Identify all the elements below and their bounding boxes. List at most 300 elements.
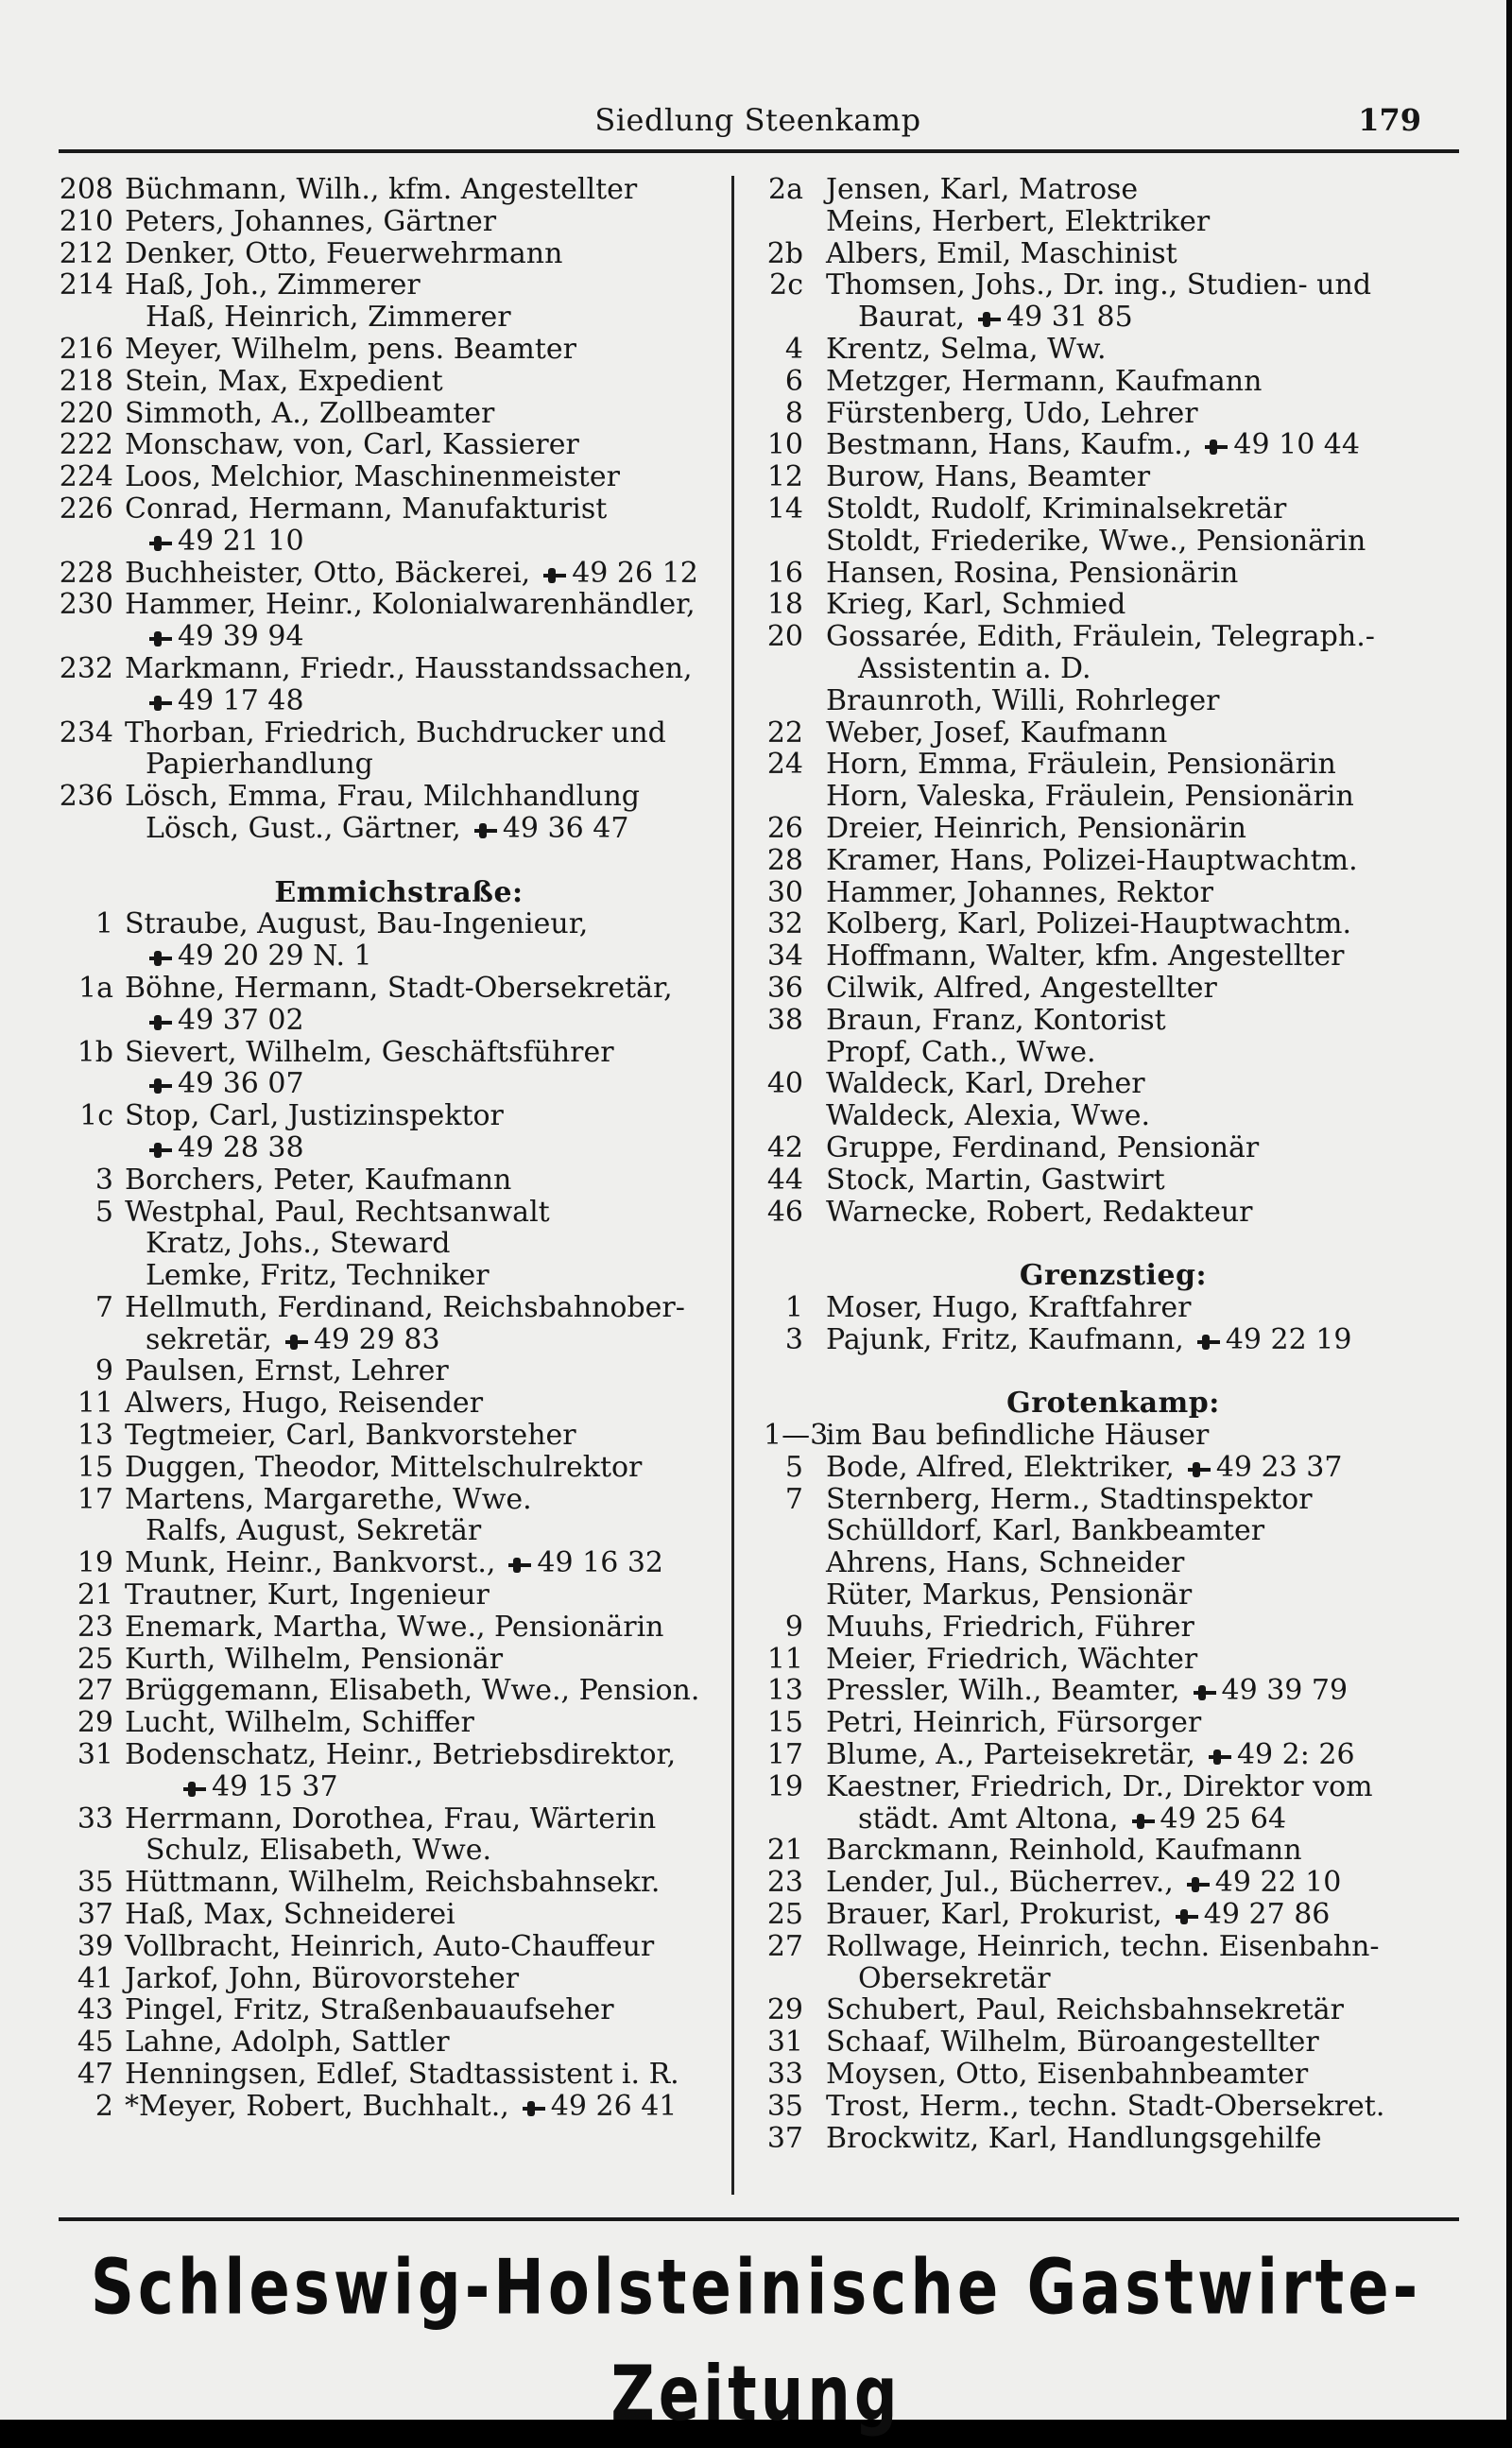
resident-entry [826, 526, 1366, 558]
resident-entry [125, 1612, 663, 1644]
directory-entry [59, 1260, 739, 1292]
resident-entry [826, 2123, 1322, 2155]
directory-entry [59, 685, 739, 717]
resident-text: Hansen, Rosina, Pensionärin [826, 556, 1239, 590]
resident-entry [826, 621, 1375, 653]
resident-text: Obersekretär [858, 1961, 1051, 1995]
resident-text: Trautner, Kurt, Ingenieur [125, 1578, 490, 1612]
house-number: 12 [766, 460, 803, 494]
telephone-icon [978, 315, 1001, 324]
directory-entry [59, 1484, 739, 1516]
telephone-icon [149, 954, 172, 963]
directory-entry [59, 813, 739, 845]
phone-number: 49 28 38 [178, 1130, 304, 1164]
directory-entry [764, 940, 1463, 973]
house-number: 216 [59, 332, 113, 366]
resident-entry [125, 1963, 519, 1995]
resident-entry [826, 1707, 1201, 1739]
house-number: 35 [77, 1866, 113, 1900]
resident-text: Thorban, Friedrich, Buchdrucker und [125, 715, 666, 750]
resident-text: Pajunk, Fritz, Kaufmann, [826, 1322, 1184, 1356]
resident-text: Schubert, Paul, Reichsbahnsekretär [826, 1993, 1345, 2027]
resident-entry [125, 1388, 483, 1420]
resident-text: Lösch, Gust., Gärtner, [146, 811, 461, 845]
resident-entry [826, 1994, 1344, 2026]
resident-entry [826, 1644, 1197, 1676]
house-number: 23 [766, 1866, 803, 1900]
house-number: 228 [59, 556, 113, 590]
directory-entry [764, 1452, 1463, 1484]
resident-entry [826, 1324, 1351, 1356]
directory-entry [764, 1931, 1463, 1963]
directory-entry [59, 1452, 739, 1484]
resident-text: Markmann, Friedr., Hausstandssachen, [125, 651, 693, 685]
resident-entry [146, 685, 304, 717]
directory-entry [764, 908, 1463, 940]
phone-number: 49 16 32 [537, 1546, 663, 1580]
resident-text: Warnecke, Robert, Redakteur [826, 1195, 1253, 1229]
resident-entry [826, 813, 1246, 845]
resident-entry [826, 940, 1345, 973]
resident-entry [826, 366, 1262, 398]
resident-entry [826, 749, 1336, 781]
directory-entry [59, 1420, 739, 1452]
resident-text: Stoldt, Rudolf, Kriminalsekretär [826, 491, 1287, 526]
resident-text: Stein, Max, Expedient [125, 364, 443, 398]
directory-entry [764, 1994, 1463, 2026]
resident-text: Simmoth, A., Zollbeamter [125, 396, 495, 430]
house-number: 24 [766, 748, 803, 782]
house-number: 232 [59, 651, 113, 685]
resident-text: Büchmann, Wilh., kfm. Angestellter [125, 173, 638, 206]
resident-text: Moysen, Otto, Eisenbahnbeamter [826, 2058, 1309, 2092]
resident-text: Jarkof, John, Bürovorsteher [125, 1961, 520, 1995]
resident-entry [826, 1452, 1342, 1484]
house-number: 47 [77, 2058, 113, 2092]
header-rule [59, 149, 1459, 153]
page-number: 179 [1358, 102, 1421, 138]
phone-number: 49 36 47 [502, 811, 629, 845]
resident-entry [125, 2091, 677, 2123]
house-number: 11 [766, 1642, 803, 1676]
telephone-icon [149, 1018, 172, 1027]
resident-text: Gossarée, Edith, Fräulein, Telegraph.- [826, 620, 1375, 654]
phone-number: 49 27 86 [1203, 1898, 1331, 1932]
directory-entry [764, 429, 1463, 461]
resident-entry [146, 813, 628, 845]
resident-entry [826, 973, 1217, 1005]
directory-entry [764, 1867, 1463, 1899]
resident-text: *Meyer, Robert, Buchhalt., [125, 2089, 509, 2123]
resident-text: Assistentin a. D. [858, 651, 1091, 685]
resident-entry [826, 429, 1360, 461]
directory-entry [764, 621, 1463, 653]
house-number: 11 [77, 1387, 113, 1421]
resident-entry [125, 589, 696, 621]
directory-entry [59, 717, 739, 750]
resident-entry [146, 1515, 481, 1547]
telephone-icon [149, 1081, 172, 1091]
resident-text: Hüttmann, Wilhelm, Reichsbahnsekr. [125, 1866, 661, 1900]
resident-text: städt. Amt Altona, [858, 1802, 1119, 1836]
house-number: 39 [77, 1929, 113, 1963]
house-number: 43 [77, 1993, 113, 2027]
resident-text: Lahne, Adolph, Sattler [125, 2026, 450, 2060]
house-number: 19 [77, 1546, 113, 1580]
resident-text: Kaestner, Friedrich, Dr., Direktor vom [826, 1769, 1373, 1803]
directory-entry [764, 2123, 1463, 2155]
house-number: 3 [784, 1322, 803, 1356]
resident-entry [125, 1803, 656, 1836]
resident-entry [826, 493, 1286, 526]
resident-entry [125, 334, 576, 366]
directory-entry [764, 589, 1463, 621]
resident-entry [826, 1292, 1191, 1324]
telephone-icon [1187, 1880, 1210, 1889]
directory-entry [764, 2026, 1463, 2059]
resident-entry [826, 1867, 1341, 1899]
resident-text: Cilwik, Alfred, Angestellter [826, 971, 1217, 1005]
directory-entry [59, 1037, 739, 1069]
telephone-icon [183, 1784, 206, 1794]
directory-entry [764, 685, 1463, 717]
directory-entry [59, 398, 739, 430]
resident-text: Krieg, Karl, Schmied [826, 588, 1126, 622]
resident-text: Pressler, Wilh., Beamter, [826, 1674, 1180, 1708]
house-number: 18 [766, 588, 803, 622]
resident-text: Tegtmeier, Carl, Bankvorsteher [125, 1419, 576, 1453]
directory-entry [59, 781, 739, 813]
resident-entry [826, 206, 1210, 238]
resident-text: Bode, Alfred, Elektriker, [826, 1450, 1175, 1484]
telephone-icon [1205, 442, 1228, 452]
resident-text: Stop, Carl, Justizinspektor [125, 1099, 504, 1133]
house-number: 14 [766, 491, 803, 526]
street-heading: Emmichstraße: [274, 875, 524, 909]
resident-entry [146, 1835, 491, 1867]
house-number: 44 [766, 1163, 803, 1197]
directory-entry [764, 1675, 1463, 1707]
resident-entry [125, 1931, 654, 1963]
resident-text: Enemark, Martha, Wwe., Pensionärin [125, 1610, 664, 1644]
house-number: 13 [766, 1674, 803, 1708]
resident-entry [125, 1420, 576, 1452]
house-number: 17 [77, 1482, 113, 1516]
directory-entry [59, 1197, 739, 1229]
directory-entry [764, 493, 1463, 526]
phone-number: 49 22 10 [1214, 1866, 1342, 1900]
house-number: 224 [59, 460, 113, 494]
column-divider [731, 176, 734, 2195]
telephone-icon [1209, 1752, 1231, 1762]
resident-text: Hammer, Heinr., Kolonialwarenhändler, [125, 588, 696, 622]
resident-entry [125, 461, 620, 493]
house-number: 222 [59, 428, 113, 462]
directory-entry [59, 366, 739, 398]
resident-text: Horn, Valeska, Fräulein, Pensionärin [826, 780, 1354, 814]
house-number: 37 [77, 1898, 113, 1932]
house-number: 7 [94, 1290, 113, 1324]
resident-text: Ahrens, Hans, Schneider [826, 1546, 1185, 1580]
resident-entry [125, 1355, 449, 1388]
house-number: 31 [766, 2026, 803, 2060]
resident-text: sekretär, [146, 1322, 272, 1356]
street-heading: Grenzstieg: [1019, 1259, 1208, 1293]
resident-entry [125, 1037, 614, 1069]
phone-number: 49 22 19 [1225, 1322, 1352, 1356]
phone-number: 49 25 64 [1160, 1802, 1287, 1836]
house-number: 22 [766, 715, 803, 750]
phone-number: 49 21 10 [178, 524, 304, 558]
resident-entry [826, 558, 1238, 590]
resident-text: Lemke, Fritz, Techniker [146, 1259, 490, 1293]
advertisement-banner: Schleswig-Holsteinische Gastwirte-Zeitung [90, 2244, 1422, 2439]
directory-entry [59, 1739, 739, 1771]
right-column [764, 174, 1463, 2154]
directory-entry [764, 717, 1463, 750]
directory-entry [764, 1644, 1463, 1676]
blank-line [764, 1355, 1463, 1388]
resident-text: Westphal, Paul, Rechtsanwalt [125, 1195, 550, 1229]
directory-entry [764, 1420, 1463, 1452]
resident-entry [826, 2059, 1308, 2091]
resident-text: Alwers, Hugo, Reisender [125, 1387, 484, 1421]
telephone-icon [285, 1337, 308, 1347]
resident-text: Munk, Heinr., Bankvorst., [125, 1546, 496, 1580]
directory-entry [764, 1579, 1463, 1612]
house-number: 25 [766, 1898, 803, 1932]
directory-entry [59, 1994, 739, 2026]
house-number: 45 [77, 2026, 113, 2060]
directory-entry [59, 206, 739, 238]
house-number: 42 [766, 1130, 803, 1164]
resident-entry [826, 174, 1138, 206]
phone-number: 49 26 41 [550, 2089, 678, 2123]
directory-entry [59, 1612, 739, 1644]
resident-text: Stoldt, Friederike, Wwe., Pensionärin [826, 524, 1366, 558]
resident-entry [826, 1037, 1096, 1069]
resident-text: Hoffmann, Walter, kfm. Angestellter [826, 940, 1345, 974]
directory-entry [764, 1771, 1463, 1803]
directory-entry [59, 1547, 739, 1579]
house-number: 30 [766, 875, 803, 909]
resident-text: Kurth, Wilhelm, Pensionär [125, 1642, 504, 1676]
resident-entry [125, 1292, 685, 1324]
resident-entry [146, 749, 373, 781]
directory-entry [764, 813, 1463, 845]
resident-entry [826, 1515, 1264, 1547]
resident-text: Monschaw, von, Carl, Kassierer [125, 428, 579, 462]
resident-text: Petri, Heinrich, Fürsorger [826, 1706, 1202, 1740]
house-number: 37 [766, 2121, 803, 2155]
directory-entry [59, 1388, 739, 1420]
resident-text: Bodenschatz, Heinr., Betriebsdirektor, [125, 1738, 677, 1772]
resident-text: im Bau befindliche Häuser [826, 1419, 1210, 1453]
directory-entry [764, 845, 1463, 877]
resident-entry [858, 1803, 1286, 1836]
directory-entry [59, 621, 739, 653]
resident-entry [125, 1164, 511, 1197]
directory-entry [59, 1931, 739, 1963]
resident-entry [826, 1612, 1194, 1644]
resident-entry [858, 1963, 1051, 1995]
resident-entry [826, 1771, 1373, 1803]
resident-text: Gruppe, Ferdinand, Pensionär [826, 1130, 1260, 1164]
resident-text: Papierhandlung [146, 748, 373, 782]
resident-text: Rüter, Markus, Pensionär [826, 1578, 1193, 1612]
resident-entry [826, 1739, 1355, 1771]
directory-entry [59, 2026, 739, 2059]
resident-text: Jensen, Karl, Matrose [826, 173, 1139, 206]
directory-entry [764, 366, 1463, 398]
house-number: 23 [77, 1610, 113, 1644]
house-number: 1b [77, 1035, 113, 1069]
resident-text: Meier, Friedrich, Wächter [826, 1642, 1198, 1676]
phone-number: 49 2: 26 [1236, 1738, 1355, 1772]
resident-text: Haß, Max, Schneiderei [125, 1898, 455, 1932]
house-number: 36 [766, 971, 803, 1005]
phone-number: 49 17 48 [178, 683, 304, 717]
resident-entry [146, 1324, 440, 1356]
directory-entry [59, 1355, 739, 1388]
house-number: 208 [59, 173, 113, 206]
house-number: 25 [77, 1642, 113, 1676]
resident-text: Loos, Melchior, Maschinenmeister [125, 460, 620, 494]
resident-entry [826, 1100, 1150, 1132]
resident-entry [125, 206, 496, 238]
telephone-icon [1197, 1337, 1220, 1347]
telephone-icon [149, 539, 172, 548]
telephone-icon [523, 2104, 545, 2113]
directory-entry [59, 1132, 739, 1164]
resident-text: Sternberg, Herm., Stadtinspektor [826, 1482, 1313, 1516]
directory-entry [764, 1037, 1463, 1069]
directory-entry [59, 461, 739, 493]
resident-entry [125, 1197, 550, 1229]
directory-entry [764, 1164, 1463, 1197]
resident-text: Baurat, [858, 301, 966, 335]
directory-entry [59, 1100, 739, 1132]
resident-entry [826, 334, 1107, 366]
resident-entry [125, 1899, 455, 1931]
resident-entry [125, 717, 666, 750]
house-number: 40 [766, 1067, 803, 1101]
directory-entry [59, 1579, 739, 1612]
resident-text: Peters, Johannes, Gärtner [125, 204, 497, 238]
directory-entry [59, 493, 739, 526]
directory-entry [764, 174, 1463, 206]
directory-entry [59, 1771, 739, 1803]
telephone-icon [149, 634, 172, 644]
resident-entry [858, 653, 1091, 685]
directory-entry [59, 1963, 739, 1995]
resident-entry [826, 1931, 1380, 1963]
resident-entry [146, 940, 372, 973]
resident-entry [125, 493, 607, 526]
resident-entry [125, 1707, 474, 1739]
resident-entry [125, 1675, 699, 1707]
house-number: 15 [766, 1706, 803, 1740]
resident-text: Meins, Herbert, Elektriker [826, 204, 1211, 238]
resident-entry [125, 398, 494, 430]
directory-entry [764, 1963, 1463, 1995]
resident-entry [826, 908, 1351, 940]
directory-entry [59, 526, 739, 558]
phone-number: 49 39 94 [178, 620, 304, 654]
phone-number: 49 31 85 [1006, 301, 1133, 335]
house-number: 220 [59, 396, 113, 430]
house-number: 41 [77, 1961, 113, 1995]
directory-entry [764, 749, 1463, 781]
directory-entry [59, 1068, 739, 1100]
directory-entry [764, 2091, 1463, 2123]
resident-entry [146, 1132, 304, 1164]
house-number: 33 [77, 1802, 113, 1836]
resident-text: Brüggemann, Elisabeth, Wwe., Pension. [125, 1674, 700, 1708]
directory-entry [59, 558, 739, 590]
house-number: 236 [59, 780, 113, 814]
phone-number: 49 39 79 [1221, 1674, 1349, 1708]
directory-entry [764, 2059, 1463, 2091]
resident-entry [826, 1164, 1165, 1197]
telephone-icon [1176, 1912, 1198, 1922]
house-number: 13 [77, 1419, 113, 1453]
directory-entry [59, 908, 739, 940]
directory-entry [59, 1835, 739, 1867]
resident-entry [826, 685, 1219, 717]
phone-number: 49 15 37 [212, 1769, 338, 1803]
resident-text: Brockwitz, Karl, Handlungsgehilfe [826, 2121, 1322, 2155]
house-number: 4 [784, 332, 803, 366]
resident-entry [826, 461, 1150, 493]
house-number: 29 [77, 1706, 113, 1740]
resident-entry [125, 1452, 642, 1484]
house-number: 19 [766, 1769, 803, 1803]
phone-number: 49 23 37 [1215, 1450, 1343, 1484]
directory-entry [59, 1228, 739, 1260]
house-number: 7 [784, 1482, 803, 1516]
resident-text: Barckmann, Reinhold, Kaufmann [826, 1834, 1302, 1868]
resident-text: Ralfs, August, Sekretär [146, 1514, 482, 1548]
directory-entry [59, 749, 739, 781]
resident-entry [125, 1547, 663, 1579]
phone-number: 49 26 12 [572, 556, 698, 590]
directory-entry [59, 1675, 739, 1707]
resident-text: Metzger, Hermann, Kaufmann [826, 364, 1263, 398]
house-number: 1 [94, 907, 113, 941]
resident-entry [146, 621, 304, 653]
house-number: 5 [784, 1450, 803, 1484]
resident-entry [826, 1005, 1166, 1037]
resident-text: Dreier, Heinrich, Pensionärin [826, 811, 1247, 845]
resident-entry [826, 589, 1125, 621]
resident-entry [146, 1228, 450, 1260]
directory-entry [59, 334, 739, 366]
footer-rule [59, 2217, 1459, 2221]
page-title: Siedlung Steenkamp [594, 102, 921, 138]
resident-text: Hammer, Johannes, Rektor [826, 875, 1213, 909]
resident-text: Lucht, Wilhelm, Schiffer [125, 1706, 474, 1740]
directory-entry [59, 1005, 739, 1037]
directory-entry [764, 1068, 1463, 1100]
resident-entry [826, 877, 1213, 909]
house-number: 210 [59, 204, 113, 238]
resident-text: Straube, August, Bau-Ingenieur, [125, 907, 589, 941]
directory-entry [764, 1197, 1463, 1229]
house-number: 20 [766, 620, 803, 654]
directory-entry [764, 1835, 1463, 1867]
directory-entry [59, 2091, 739, 2123]
